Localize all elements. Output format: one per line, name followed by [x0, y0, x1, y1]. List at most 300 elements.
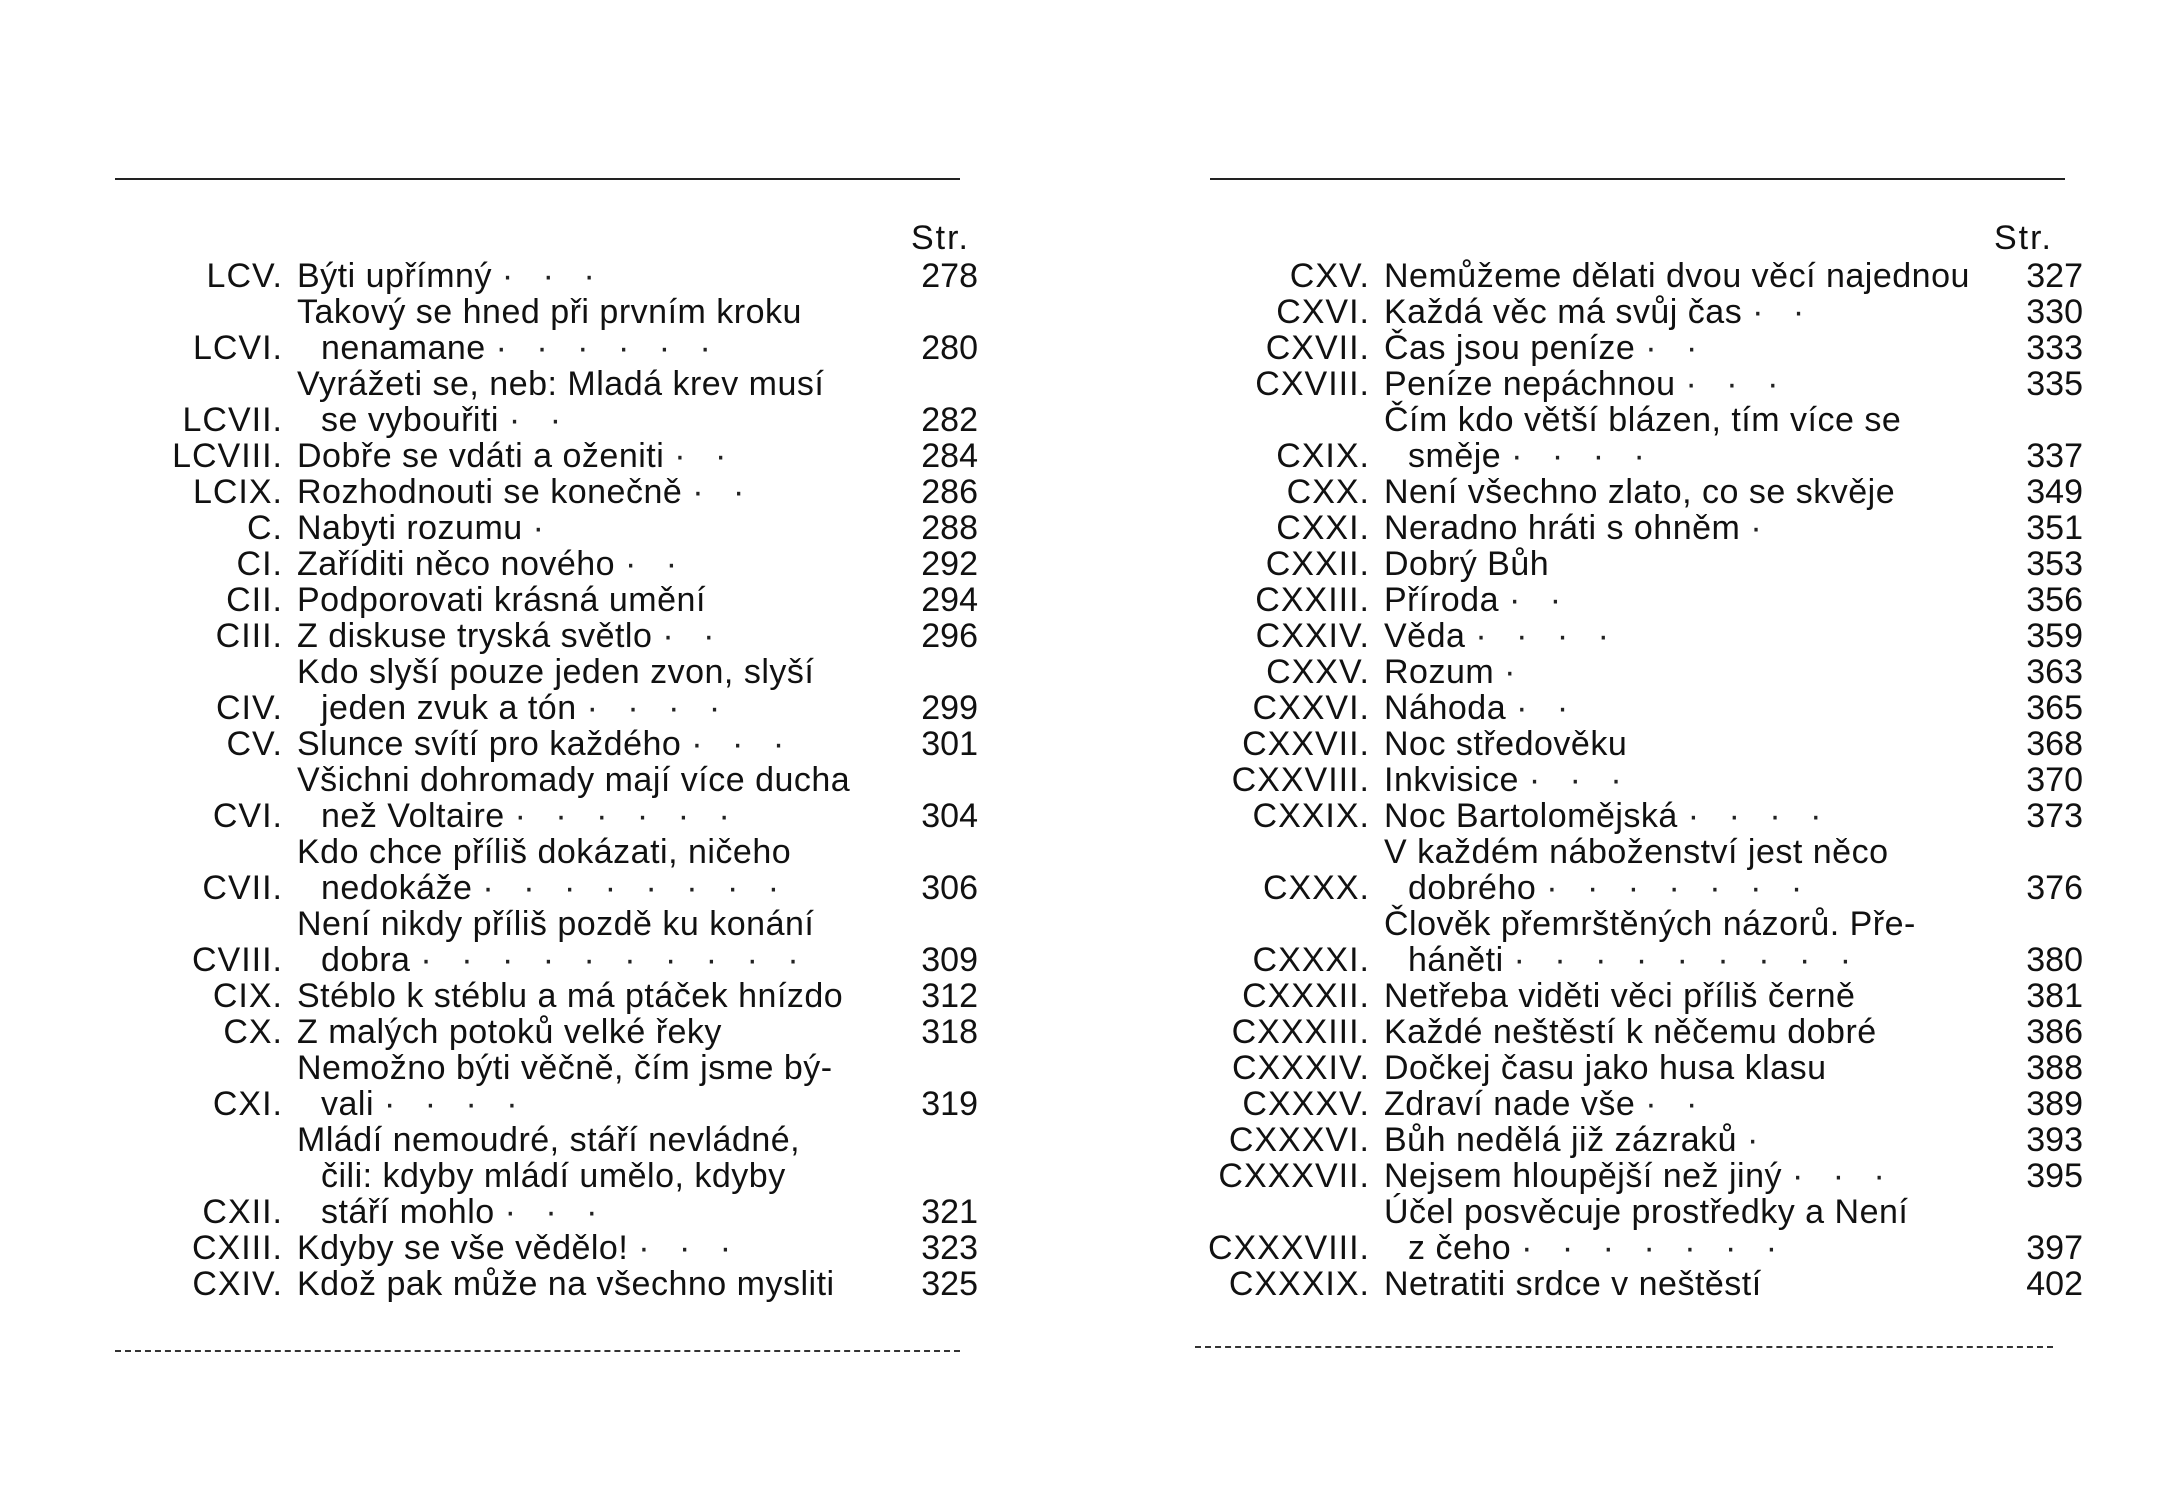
chapter-title-line — [297, 618, 880, 654]
chapter-number: LCVII. — [182, 401, 283, 439]
title-text: Noc Bartolomějská — [1384, 797, 1678, 835]
chapter-title — [297, 762, 880, 834]
chapter-number: CXXXV. — [1242, 1085, 1370, 1123]
page-number: 299 — [921, 689, 978, 727]
chapter-number: CXII. — [202, 1193, 283, 1231]
title-text: dobra — [321, 941, 411, 979]
page-number: 288 — [921, 509, 978, 547]
page-number: 373 — [2026, 797, 2083, 835]
toc-entry — [1083, 618, 2083, 654]
chapter-title — [1384, 978, 1995, 1014]
chapter-title-line — [1384, 1014, 1995, 1050]
chapter-number: CXXX. — [1262, 869, 1370, 907]
chapter-number: CXXII. — [1265, 545, 1370, 583]
title-text: Peníze nepáchnou — [1384, 365, 1676, 403]
chapter-number: CXVI. — [1276, 293, 1370, 331]
chapter-title-line — [297, 1158, 880, 1194]
chapter-title — [297, 546, 880, 582]
chapter-number: CV. — [226, 725, 283, 763]
chapter-title — [1384, 834, 1995, 906]
toc-entry — [1083, 726, 2083, 762]
title-text: Každá věc má svůj čas — [1384, 293, 1743, 331]
page-number: 397 — [2026, 1229, 2083, 1267]
chapter-title-line — [1384, 510, 1995, 546]
toc-entry — [1083, 798, 2083, 834]
chapter-title — [1384, 654, 1995, 690]
toc-entry — [1083, 1014, 2083, 1050]
title-text: Nejsem hloupější než jiný — [1384, 1157, 1783, 1195]
chapter-title — [1384, 294, 1995, 330]
chapter-number: CVI. — [212, 797, 283, 835]
toc-entry — [0, 294, 978, 366]
chapter-number: CXXXVII. — [1218, 1157, 1370, 1195]
chapter-title-line — [297, 366, 880, 402]
title-text: Nabyti rozumu — [297, 509, 523, 547]
leader-dots: · · · — [1528, 761, 1632, 799]
page-number: 368 — [2026, 725, 2083, 763]
page-number: 381 — [2026, 977, 2083, 1015]
chapter-number: CXXXII. — [1242, 977, 1370, 1015]
toc-entry — [1083, 978, 2083, 1014]
chapter-number: CI. — [236, 545, 283, 583]
title-text: Podporovati krásná umění — [297, 581, 706, 619]
title-text: Každé neštěstí k něčemu dobré — [1384, 1013, 1877, 1051]
toc-entry — [1083, 834, 2083, 906]
chapter-number: LCVI. — [192, 329, 283, 367]
chapter-number: CXIII. — [191, 1229, 283, 1267]
title-text: V každém náboženství jest něco — [1384, 833, 1889, 871]
chapter-title-line — [1384, 834, 1995, 870]
chapter-title — [297, 654, 880, 726]
title-text: Slunce svítí pro každého — [297, 725, 682, 763]
title-text: Neradno hráti s ohněm — [1384, 509, 1741, 547]
title-text: Není nikdy příliš pozdě ku konání — [297, 905, 815, 943]
toc-entry — [1083, 510, 2083, 546]
chapter-title-line — [297, 762, 880, 798]
page-number: 321 — [921, 1193, 978, 1231]
page-number: 319 — [921, 1085, 978, 1123]
title-text: Dobře se vdáti a oženiti — [297, 437, 665, 475]
chapter-title-line — [297, 510, 880, 546]
chapter-number: LCV. — [206, 257, 283, 295]
chapter-number: CXXVII. — [1242, 725, 1370, 763]
page-number: 333 — [2026, 329, 2083, 367]
chapter-title-line — [1384, 906, 1995, 942]
chapter-title — [297, 294, 880, 366]
leader-dots: · · · · — [383, 1085, 528, 1123]
title-text: Z diskuse tryská světlo — [297, 617, 653, 655]
title-text: nenamane — [321, 329, 486, 367]
toc-entry — [0, 906, 978, 978]
chapter-number: CXX. — [1286, 473, 1370, 511]
page-number: 386 — [2026, 1013, 2083, 1051]
chapter-number: CXVII. — [1265, 329, 1370, 367]
toc-entry — [1083, 1122, 2083, 1158]
page-column-header — [1083, 218, 2083, 258]
right-page — [1083, 0, 2166, 1500]
title-text: Netřeba viděti věci příliš černě — [1384, 977, 1856, 1015]
chapter-title — [1384, 546, 1995, 582]
top-rule — [1210, 178, 2065, 180]
chapter-title-line — [297, 330, 880, 366]
page-number: 306 — [921, 869, 978, 907]
chapter-title-line — [1384, 258, 1995, 294]
chapter-number: CX. — [223, 1013, 283, 1051]
title-text: Takový se hned při prvním kroku — [297, 293, 802, 331]
leader-dots: · — [532, 509, 554, 547]
page-number: 282 — [921, 401, 978, 439]
chapter-number: CIV. — [215, 689, 283, 727]
chapter-title-line — [297, 726, 880, 762]
chapter-number: C. — [247, 509, 283, 547]
toc-entry — [0, 1122, 978, 1230]
toc-entry — [1083, 474, 2083, 510]
chapter-title — [1384, 690, 1995, 726]
title-text: Stéblo k stéblu a má ptáček hnízdo — [297, 977, 844, 1015]
chapter-title — [1384, 330, 1995, 366]
chapter-title-line — [1384, 1266, 1995, 1302]
page-number: 389 — [2026, 1085, 2083, 1123]
chapter-title-line — [297, 690, 880, 726]
chapter-title-line — [297, 546, 880, 582]
toc-entry — [1083, 402, 2083, 474]
chapter-title-line — [1384, 1086, 1995, 1122]
page-number: 304 — [921, 797, 978, 835]
chapter-number: CVII. — [202, 869, 283, 907]
chapter-title-line — [1384, 690, 1995, 726]
chapter-title — [1384, 258, 1995, 294]
chapter-title-line — [1384, 474, 1995, 510]
toc-entry — [1083, 1050, 2083, 1086]
chapter-title-line — [297, 798, 880, 834]
title-text: Nemožno býti věčně, čím jsme bý- — [297, 1049, 833, 1087]
leader-dots: · · · · · · — [495, 329, 721, 367]
chapter-title-line — [297, 654, 880, 690]
chapter-number: CXXV. — [1266, 653, 1370, 691]
chapter-title — [297, 1050, 880, 1122]
leader-dots: · · · — [691, 725, 795, 763]
page-column-header — [0, 218, 1000, 258]
page-number: 351 — [2026, 509, 2083, 547]
chapter-title — [297, 366, 880, 438]
chapter-title — [1384, 582, 1995, 618]
leader-dots: · · · — [501, 257, 605, 295]
chapter-title-line — [1384, 942, 1995, 978]
page-number: 365 — [2026, 689, 2083, 727]
chapter-title-line — [297, 1050, 880, 1086]
chapter-number: CXXXIV. — [1231, 1049, 1370, 1087]
title-text: Bůh nedělá již zázraků — [1384, 1121, 1738, 1159]
chapter-number: CXIX. — [1276, 437, 1370, 475]
leader-dots: · — [1750, 509, 1772, 547]
chapter-number: CXV. — [1289, 257, 1370, 295]
page-number: 335 — [2026, 365, 2083, 403]
page-number: 312 — [921, 977, 978, 1015]
leader-dots: · · · · · · · · · · — [420, 941, 809, 979]
chapter-number: CXXIII. — [1255, 581, 1370, 619]
chapter-title — [1384, 1194, 1995, 1266]
leader-dots: · · · — [638, 1229, 742, 1267]
title-text: Všichni dohromady mají více ducha — [297, 761, 851, 799]
toc-entry — [0, 438, 978, 474]
page-number: 353 — [2026, 545, 2083, 583]
title-text: Zdraví nade vše — [1384, 1085, 1636, 1123]
page-number: 388 — [2026, 1049, 2083, 1087]
chapter-title-line — [1384, 1194, 1995, 1230]
chapter-title-line — [1384, 726, 1995, 762]
leader-dots: · · · · · · — [514, 797, 740, 835]
leader-dots: · · · · · · · — [1521, 1229, 1788, 1267]
chapter-title — [297, 582, 880, 618]
toc-entry — [1083, 366, 2083, 402]
chapter-title-line — [297, 294, 880, 330]
chapter-number: CXXVI. — [1252, 689, 1370, 727]
chapter-title — [297, 510, 880, 546]
title-text: Mládí nemoudré, stáří nevládné, — [297, 1121, 801, 1159]
page-number: 294 — [921, 581, 978, 619]
chapter-title-line — [1384, 1122, 1995, 1158]
title-text: Dočkej času jako husa klasu — [1384, 1049, 1827, 1087]
chapter-title — [297, 1014, 880, 1050]
title-text: Příroda — [1384, 581, 1499, 619]
chapter-title — [1384, 366, 1995, 402]
bottom-rule — [1195, 1346, 2053, 1348]
chapter-title — [1384, 762, 1995, 798]
title-text: Čím kdo větší blázen, tím více se — [1384, 401, 1902, 439]
toc-entry — [0, 546, 978, 582]
chapter-title-line — [1384, 294, 1995, 330]
leader-dots: · · — [692, 473, 755, 511]
toc-entry — [1083, 1194, 2083, 1266]
chapter-title — [1384, 618, 1995, 654]
toc-entry — [1083, 1086, 2083, 1122]
chapter-number: CXXXI. — [1252, 941, 1370, 979]
chapter-title-line — [1384, 762, 1995, 798]
title-text: Člověk přemrštěných názorů. Pře- — [1384, 905, 1916, 943]
table-of-contents — [1083, 218, 2083, 1302]
chapter-title — [297, 474, 880, 510]
page-number: 327 — [2026, 257, 2083, 295]
chapter-title-line — [1384, 582, 1995, 618]
toc-entry — [1083, 258, 2083, 294]
chapter-number: LCVIII. — [172, 437, 283, 475]
toc-entry — [0, 258, 978, 294]
chapter-title-line — [297, 474, 880, 510]
leader-dots: · · — [1508, 581, 1572, 619]
chapter-title — [1384, 906, 1995, 978]
chapter-title-line — [297, 834, 880, 870]
leader-dots: · · — [1516, 689, 1579, 727]
title-text: Netratiti srdce v neštěstí — [1384, 1265, 1762, 1303]
leader-dots: · · · · · · · · · — [1513, 941, 1862, 979]
toc-entry — [0, 726, 978, 762]
chapter-title-line — [297, 906, 880, 942]
chapter-number: CXXXIX. — [1228, 1265, 1370, 1303]
str-label: Str. — [1993, 219, 2053, 257]
chapter-number: CXXVIII. — [1231, 761, 1370, 799]
page-number: 380 — [2026, 941, 2083, 979]
chapter-number: CXXIX. — [1252, 797, 1370, 835]
chapter-title-line — [1384, 1050, 1995, 1086]
page-number: 330 — [2026, 293, 2083, 331]
chapter-title — [1384, 1050, 1995, 1086]
title-text: Dobrý Bůh — [1384, 545, 1550, 583]
toc-entry — [0, 762, 978, 834]
page-number: 359 — [2026, 617, 2083, 655]
page-number: 296 — [921, 617, 978, 655]
title-text: čili: kdyby mládí umělo, kdyby — [321, 1157, 786, 1195]
page-number: 325 — [921, 1265, 978, 1303]
page-number: 280 — [921, 329, 978, 367]
chapter-title — [1384, 1266, 1995, 1302]
title-text: vali — [321, 1085, 375, 1123]
title-text: Věda — [1384, 617, 1466, 655]
toc-entry — [1083, 546, 2083, 582]
toc-entry — [0, 654, 978, 726]
chapter-title-line — [297, 1014, 880, 1050]
chapter-title-line — [1384, 618, 1995, 654]
chapter-title-line — [297, 1122, 880, 1158]
page-number: 323 — [921, 1229, 978, 1267]
chapter-title — [297, 906, 880, 978]
title-text: jeden zvuk a tón — [321, 689, 577, 727]
toc-entries — [1083, 258, 2083, 1302]
title-text: Býti upřímný — [297, 257, 492, 295]
title-text: Noc středověku — [1384, 725, 1628, 763]
leader-dots: · · — [625, 545, 688, 583]
page-number: 402 — [2026, 1265, 2083, 1303]
title-text: Čas jsou peníze — [1384, 329, 1636, 367]
title-text: nedokáže — [321, 869, 473, 907]
title-text: Z malých potoků velké řeky — [297, 1013, 722, 1051]
page-number: 301 — [921, 725, 978, 763]
title-text: Není všechno zlato, co se skvěje — [1384, 473, 1896, 511]
chapter-title — [1384, 1014, 1995, 1050]
leader-dots: · · — [662, 617, 725, 655]
chapter-title-line — [1384, 870, 1995, 906]
chapter-title-line — [1384, 438, 1995, 474]
toc-entry — [1083, 1158, 2083, 1194]
leader-dots: · · — [674, 437, 737, 475]
title-text: Kdož pak může na všechno mysliti — [297, 1265, 835, 1303]
bottom-rule — [115, 1350, 960, 1352]
chapter-number: CXXXVI. — [1228, 1121, 1370, 1159]
chapter-title-line — [297, 1266, 880, 1302]
page-number: 309 — [921, 941, 978, 979]
chapter-title-line — [1384, 1230, 1995, 1266]
chapter-number: CXXIV. — [1255, 617, 1370, 655]
chapter-title — [297, 618, 880, 654]
toc-entry — [0, 366, 978, 438]
title-text: stáří mohlo — [321, 1193, 495, 1231]
title-text: háněti — [1408, 941, 1504, 979]
title-text: Rozhodnouti se konečně — [297, 473, 683, 511]
toc-entry — [1083, 582, 2083, 618]
title-text: Kdo slyší pouze jeden zvon, slyší — [297, 653, 815, 691]
chapter-title — [297, 1230, 880, 1266]
toc-entry — [0, 1014, 978, 1050]
page-number: 292 — [921, 545, 978, 583]
chapter-title-line — [1384, 798, 1995, 834]
title-text: Kdo chce příliš dokázati, ničeho — [297, 833, 792, 871]
chapter-title — [297, 978, 880, 1014]
chapter-title-line — [297, 870, 880, 906]
page-number: 337 — [2026, 437, 2083, 475]
chapter-title-line — [1384, 330, 1995, 366]
leader-dots: · — [1747, 1121, 1769, 1159]
page-number: 318 — [921, 1013, 978, 1051]
chapter-title-line — [1384, 978, 1995, 1014]
str-label: Str. — [910, 219, 970, 257]
chapter-title — [1384, 474, 1995, 510]
toc-entry — [0, 510, 978, 546]
top-rule — [115, 178, 960, 180]
leader-dots: · · · — [1685, 365, 1789, 403]
chapter-title-line — [297, 942, 880, 978]
title-text: Inkvisice — [1384, 761, 1519, 799]
page-number: 395 — [2026, 1157, 2083, 1195]
chapter-title — [297, 438, 880, 474]
chapter-title-line — [297, 438, 880, 474]
chapter-title — [1384, 798, 1995, 834]
leader-dots: · · · · — [586, 689, 731, 727]
chapter-title — [297, 1122, 880, 1230]
toc-entry — [0, 1230, 978, 1266]
chapter-title — [297, 834, 880, 906]
page-number: 376 — [2026, 869, 2083, 907]
chapter-title-line — [297, 978, 880, 1014]
chapter-title-line — [1384, 366, 1995, 402]
chapter-title-line — [1384, 654, 1995, 690]
leader-dots: · · — [1752, 293, 1815, 331]
page-number: 278 — [921, 257, 978, 295]
title-text: Účel posvěcuje prostředky a Není — [1384, 1193, 1909, 1231]
page-number: 284 — [921, 437, 978, 475]
toc-entry — [0, 834, 978, 906]
chapter-title-line — [297, 258, 880, 294]
leader-dots: · · — [508, 401, 572, 439]
page-number: 370 — [2026, 761, 2083, 799]
title-text: Nemůžeme dělati dvou věcí najednou — [1384, 257, 1970, 295]
title-text: směje — [1408, 437, 1502, 475]
chapter-number: CII. — [226, 581, 283, 619]
chapter-title-line — [1384, 402, 1995, 438]
table-of-contents — [0, 218, 1000, 1302]
chapter-title — [1384, 726, 1995, 762]
chapter-number: CXXXVIII. — [1207, 1229, 1370, 1267]
chapter-title — [297, 1266, 880, 1302]
chapter-number: CIX. — [212, 977, 283, 1015]
title-text: dobrého — [1408, 869, 1537, 907]
title-text: Rozum — [1384, 653, 1495, 691]
chapter-number: CXXI. — [1276, 509, 1370, 547]
leader-dots: · · · · · · · · — [482, 869, 790, 907]
toc-entry — [1083, 1266, 2083, 1302]
chapter-title — [1384, 1158, 1995, 1194]
chapter-title-line — [297, 402, 880, 438]
chapter-title — [1384, 402, 1995, 474]
chapter-number: CVIII. — [191, 941, 283, 979]
toc-entry — [1083, 294, 2083, 330]
toc-entry — [1083, 330, 2083, 366]
leader-dots: · · · · — [1687, 797, 1832, 835]
toc-entry — [1083, 906, 2083, 978]
page-number: 286 — [921, 473, 978, 511]
chapter-number: LCIX. — [192, 473, 283, 511]
leader-dots: · · · — [1791, 1157, 1895, 1195]
chapter-title-line — [297, 1194, 880, 1230]
title-text: než Voltaire — [321, 797, 505, 835]
